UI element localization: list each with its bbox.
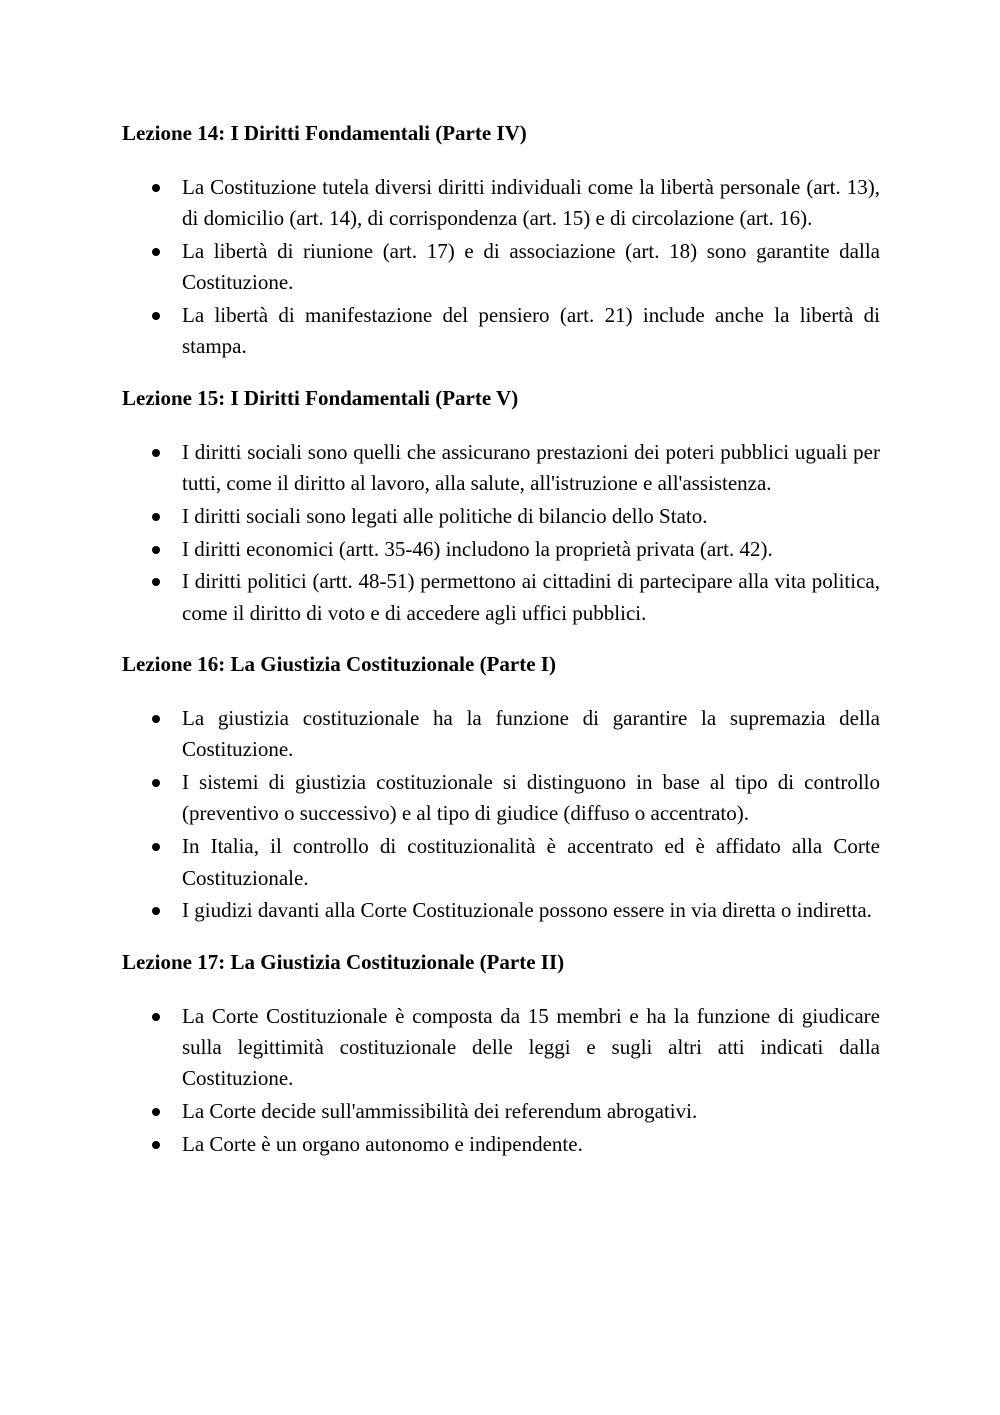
bullet-item	[122, 703, 880, 766]
bullet-list	[122, 172, 880, 363]
bullet-text: La giustizia costituzionale ha la funzione di garantire la supremazia della Costituzione.	[182, 706, 880, 762]
bullet-item	[122, 1129, 880, 1160]
document-page	[122, 118, 880, 1180]
bullet-text: La Corte decide sull'ammissibilità dei referendum abrogativi.	[182, 1099, 698, 1124]
bullet-item	[122, 566, 880, 629]
bullet-item	[122, 534, 880, 565]
bullet-icon	[152, 248, 160, 256]
bullet-list	[122, 703, 880, 927]
bullet-item	[122, 1096, 880, 1127]
bullet-icon	[152, 1108, 160, 1116]
section-lezione-14	[122, 118, 880, 363]
bullet-list	[122, 437, 880, 629]
bullet-item	[122, 501, 880, 532]
bullet-text: In Italia, il controllo di costituzionalità è accentrato ed è affidato alla Corte Costituzionale.	[182, 834, 880, 890]
bullet-icon	[152, 779, 160, 787]
bullet-icon	[152, 449, 160, 457]
bullet-item	[122, 437, 880, 500]
bullet-item	[122, 831, 880, 894]
bullet-item	[122, 895, 880, 926]
bullet-text: La libertà di riunione (art. 17) e di associazione (art. 18) sono garantite dalla Costituzione.	[182, 239, 880, 295]
section-title: Lezione 17: La Giustizia Costituzionale (Parte II)	[122, 949, 565, 974]
section-title: Lezione 16: La Giustizia Costituzionale (Parte I)	[122, 652, 556, 677]
bullet-icon	[152, 1141, 160, 1149]
bullet-text: I giudizi davanti alla Corte Costituzionale possono essere in via diretta o indiretta.	[182, 898, 872, 923]
bullet-icon	[152, 546, 160, 554]
bullet-icon	[152, 312, 160, 320]
section-lezione-16	[122, 649, 880, 927]
bullet-text: La libertà di manifestazione del pensiero (art. 21) include anche la libertà di stampa.	[182, 303, 880, 359]
bullet-text: I diritti politici (artt. 48-51) permettono ai cittadini di partecipare alla vita politica, come il diritto di voto e di accedere agli uffici pubblici.	[182, 569, 880, 625]
bullet-item	[122, 767, 880, 830]
bullet-icon	[152, 513, 160, 521]
bullet-icon	[152, 184, 160, 192]
bullet-text: La Corte Costituzionale è composta da 15 membri e ha la funzione di giudicare sulla legittimità costituzionale delle leggi e sugli altri atti indicati dalla Costituzione.	[182, 1003, 880, 1091]
bullet-item	[122, 300, 880, 363]
bullet-icon	[152, 843, 160, 851]
bullet-text: I sistemi di giustizia costituzionale si distinguono in base al tipo di controllo (preventivo o successivo) e al tipo di giudice (diffuso o accentrato).	[182, 770, 880, 826]
bullet-icon	[152, 578, 160, 586]
bullet-icon	[152, 907, 160, 915]
bullet-icon	[152, 1013, 160, 1021]
bullet-text: I diritti sociali sono quelli che assicurano prestazioni dei poteri pubblici uguali per tutti, come il diritto al lavoro, alla salute, all'istruzione e all'assistenza.	[182, 439, 880, 496]
bullet-text: I diritti sociali sono legati alle politiche di bilancio dello Stato.	[182, 503, 708, 528]
section-title: Lezione 14: I Diritti Fondamentali (Parte IV)	[122, 121, 527, 145]
section-lezione-15	[122, 383, 880, 629]
section-lezione-17	[122, 947, 880, 1160]
bullet-text: La Corte è un organo autonomo e indipendente.	[182, 1131, 583, 1156]
bullet-text: La Costituzione tutela diversi diritti individuali come la libertà personale (art. 13), di domicilio (art. 14), di corrispondenza (art. 15) e di circolazione (art. 16).	[182, 175, 880, 231]
bullet-text: I diritti economici (artt. 35-46) includono la proprietà privata (art. 42).	[182, 536, 773, 561]
bullet-icon	[152, 715, 160, 723]
bullet-list	[122, 1001, 880, 1160]
bullet-item	[122, 172, 880, 235]
bullet-item	[122, 236, 880, 299]
bullet-item	[122, 1001, 880, 1095]
section-title: Lezione 15: I Diritti Fondamentali (Parte V)	[122, 385, 519, 410]
